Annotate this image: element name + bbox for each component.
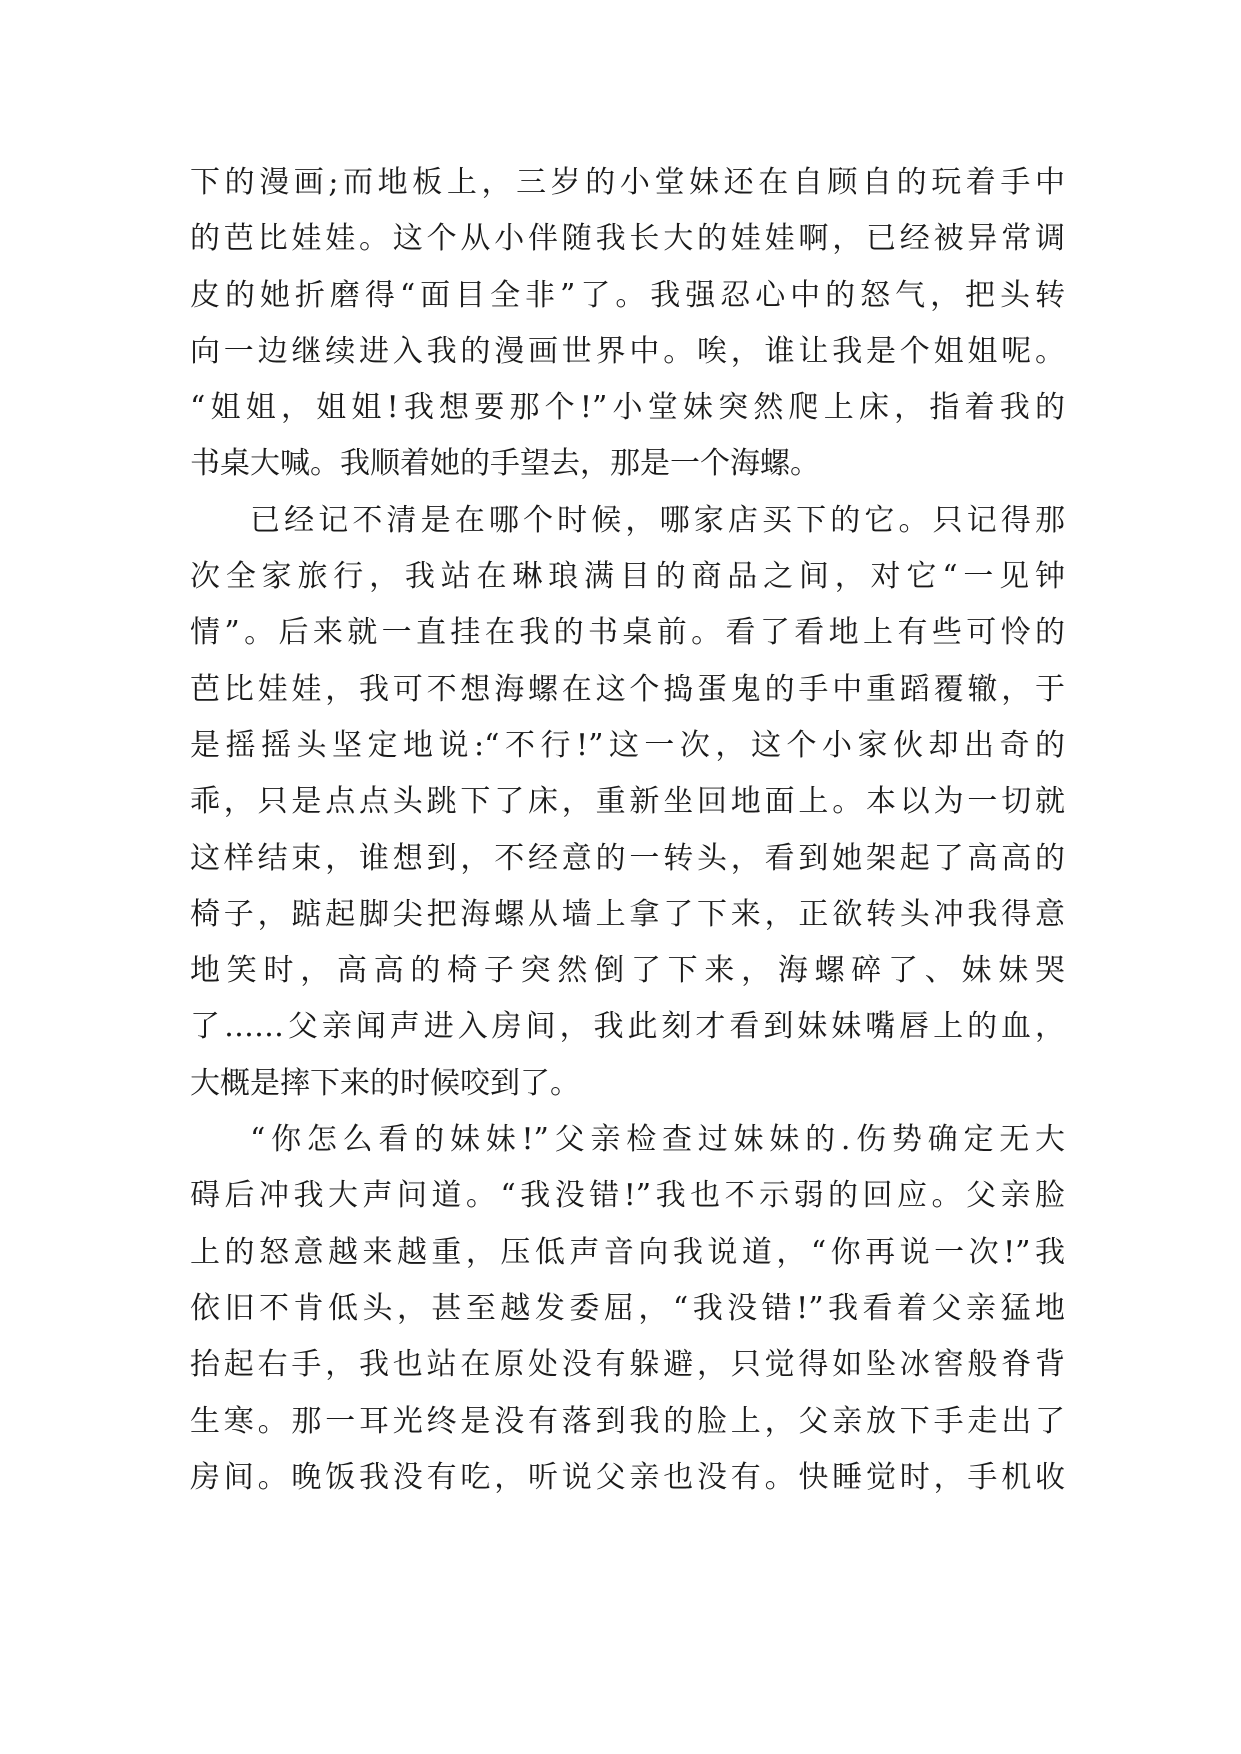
text-line: 情”。后来就一直挂在我的书桌前。看了看地上有些可怜的 — [190, 615, 1065, 651]
text-line: 乖，只是点点头跳下了床，重新坐回地面上。本以为一切就 — [190, 784, 1065, 820]
text-line: 次全家旅行，我站在琳琅满目的商品之间，对它“一见钟 — [190, 559, 1065, 595]
paragraph-start-line: “你怎么看的妹妹!”父亲检查过妹妹的.伤势确定无大 — [250, 1122, 1065, 1158]
text-line: 地笑时，高高的椅子突然倒了下来，海螺碎了、妹妹哭 — [190, 953, 1065, 989]
text-line: 这样结束，谁想到，不经意的一转头，看到她架起了高高的 — [190, 840, 1065, 876]
text-line: 抬起右手，我也站在原处没有躲避，只觉得如坠冰窖般脊背 — [190, 1347, 1065, 1383]
text-line: 书桌大喊。我顺着她的手望去，那是一个海螺。 — [190, 446, 820, 482]
text-line: “姐姐，姐姐!我想要那个!”小堂妹突然爬上床，指着我的 — [190, 390, 1065, 426]
text-line: 的芭比娃娃。这个从小伴随我长大的娃娃啊，已经被异常调 — [190, 221, 1065, 257]
text-line: 上的怒意越来越重，压低声音向我说道，“你再说一次!”我 — [190, 1234, 1065, 1270]
text-line: 房间。晚饭我没有吃，听说父亲也没有。快睡觉时，手机收 — [190, 1459, 1065, 1495]
text-line: 碍后冲我大声问道。“我没错!”我也不示弱的回应。父亲脸 — [190, 1178, 1065, 1214]
text-line: 了……父亲闻声进入房间，我此刻才看到妹妹嘴唇上的血， — [190, 1009, 1065, 1045]
text-line: 大概是摔下来的时候咬到了。 — [190, 1065, 580, 1101]
text-line: 芭比娃娃，我可不想海螺在这个捣蛋鬼的手中重蹈覆辙，于 — [190, 671, 1065, 707]
text-line: 依旧不肯低头，甚至越发委屈，“我没错!”我看着父亲猛地 — [190, 1290, 1065, 1326]
text-line: 椅子，踮起脚尖把海螺从墙上拿了下来，正欲转头冲我得意 — [190, 896, 1065, 932]
text-line: 生寒。那一耳光终是没有落到我的脸上，父亲放下手走出了 — [190, 1403, 1065, 1439]
body-text — [190, 155, 1065, 1506]
paragraph-start-line: 已经记不清是在哪个时候，哪家店买下的它。只记得那 — [250, 502, 1065, 538]
text-line: 向一边继续进入我的漫画世界中。唉，谁让我是个姐姐呢。 — [190, 333, 1065, 369]
text-line: 是摇摇头坚定地说:“不行!”这一次，这个小家伙却出奇的 — [190, 727, 1065, 763]
text-line: 皮的她折磨得“面目全非”了。我强忍心中的怒气，把头转 — [190, 277, 1065, 313]
text-line: 下的漫画;而地板上，三岁的小堂妹还在自顾自的玩着手中 — [190, 165, 1065, 200]
